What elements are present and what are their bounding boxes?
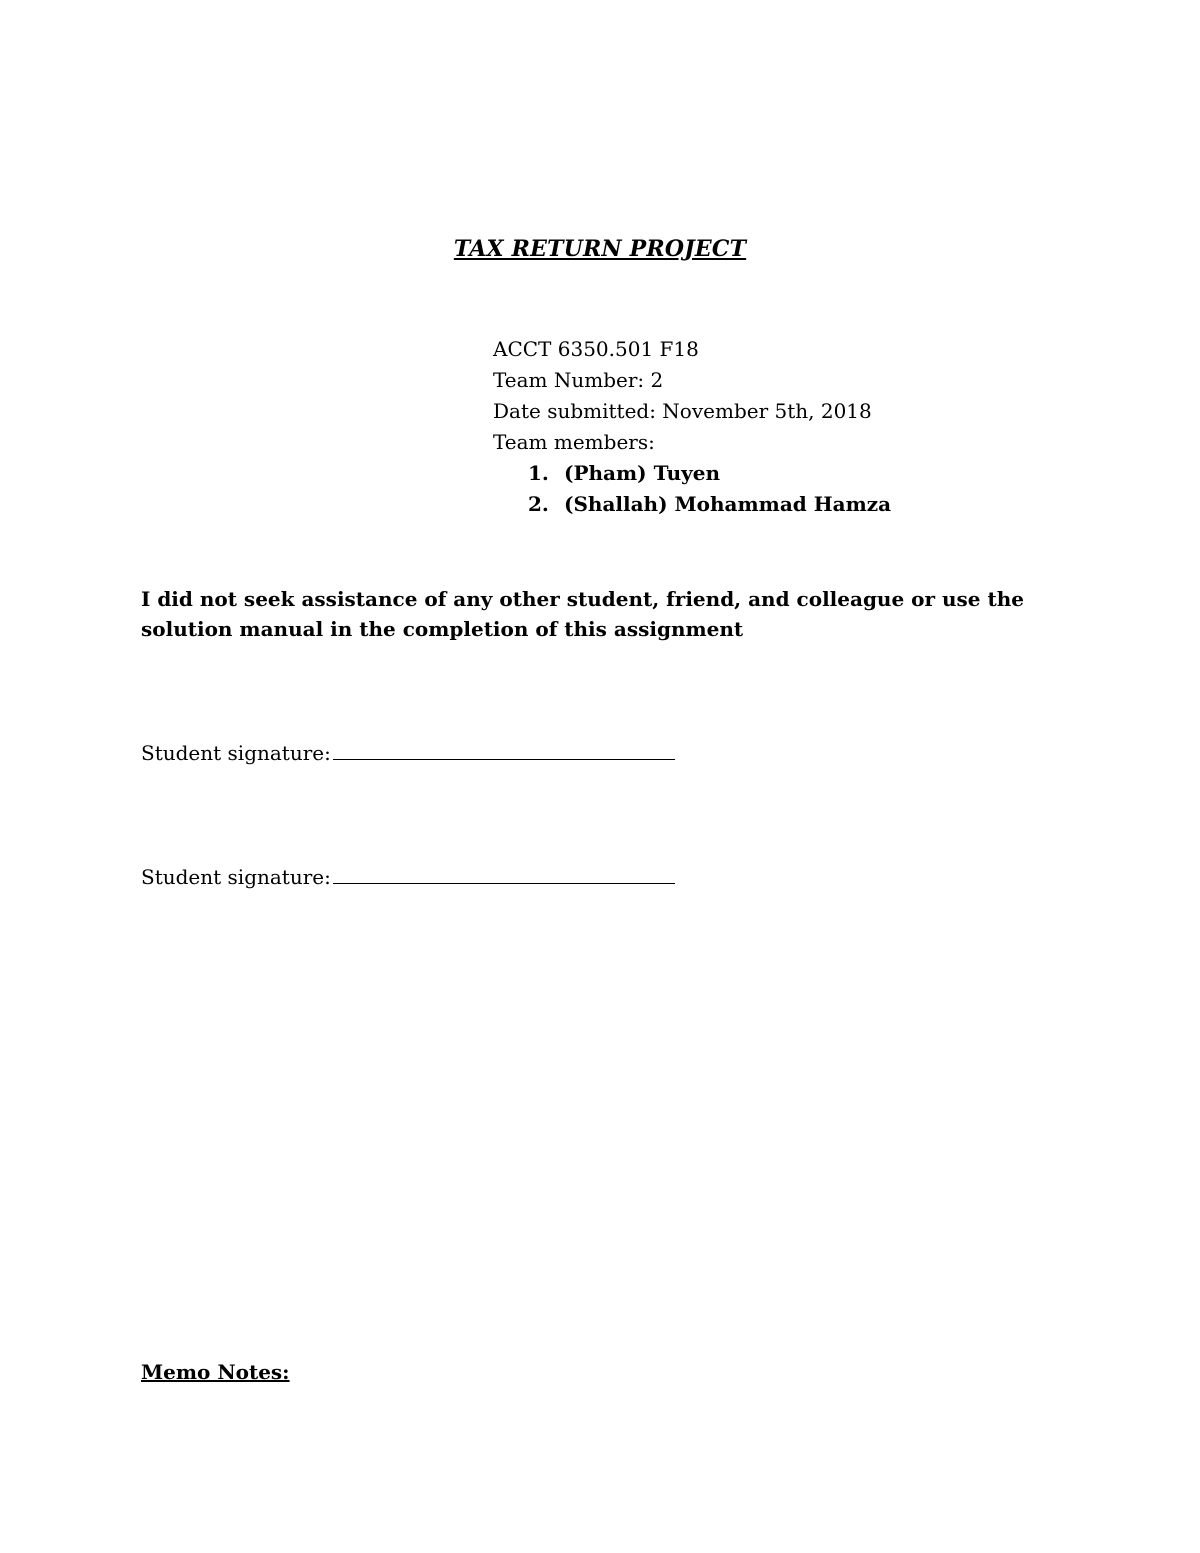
team-member-item	[493, 458, 891, 489]
member-name: (Pham) Tuyen	[564, 461, 721, 485]
signature-blank	[333, 739, 675, 760]
signature-label: Student signature:	[141, 865, 331, 889]
team-members-label: Team members:	[493, 430, 655, 454]
course-code: ACCT 6350.501 F18	[493, 337, 699, 361]
signature-line-2	[141, 863, 675, 889]
member-number: 2.	[528, 492, 549, 516]
date-submitted: Date submitted: November 5th, 2018	[493, 399, 872, 423]
signature-line-1	[141, 739, 675, 765]
project-info-block	[493, 334, 891, 520]
document-title: TAX RETURN PROJECT	[453, 236, 747, 262]
honor-declaration: I did not seek assistance of any other student, friend, and colleague or use the solution manual in the completion of this assignment	[141, 587, 1024, 641]
memo-notes-heading: Memo Notes:	[141, 1360, 290, 1384]
team-number: Team Number: 2	[493, 368, 664, 392]
signature-label: Student signature:	[141, 741, 331, 765]
signature-blank	[333, 863, 675, 884]
member-number: 1.	[528, 461, 549, 485]
team-member-item	[493, 489, 891, 520]
team-members-list	[493, 458, 891, 520]
member-name: (Shallah) Mohammad Hamza	[564, 492, 892, 516]
